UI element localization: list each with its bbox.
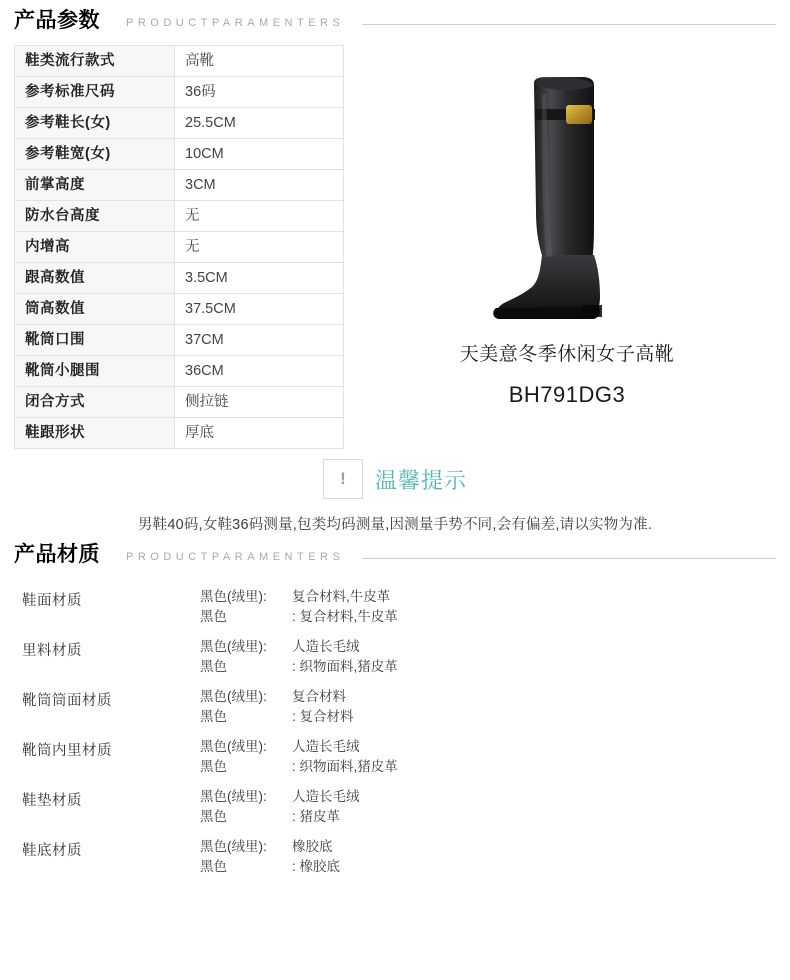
materials-list: [0, 587, 790, 887]
table-row: [15, 418, 344, 449]
tips-title: 温馨提示: [374, 467, 467, 493]
material-line: [200, 837, 776, 857]
spec-value: 25.5CM: [175, 108, 344, 139]
section-subtitle-params: PRODUCTPARAMENTERS: [126, 17, 345, 29]
table-row: [15, 294, 344, 325]
material-name: 靴筒内里材质: [22, 743, 112, 759]
list-item: [14, 637, 776, 687]
spec-table: [14, 45, 344, 449]
material-line: [200, 807, 776, 827]
material-color-label: 黑色(绒里):: [200, 589, 267, 604]
material-values: [200, 737, 776, 777]
material-values: [200, 587, 776, 627]
spec-key: 靴筒小腿围: [15, 356, 175, 387]
tips-block: [0, 459, 790, 534]
spec-key: 参考鞋宽(女): [15, 139, 175, 170]
section-header-materials: [0, 544, 790, 565]
material-value: 人造长毛绒: [292, 639, 360, 654]
spec-key: 筒高数值: [15, 294, 175, 325]
spec-key: 鞋跟形状: [15, 418, 175, 449]
table-row: [15, 356, 344, 387]
list-item: [14, 587, 776, 637]
product-code: BH791DG3: [508, 382, 626, 407]
spec-key: 鞋类流行款式: [15, 46, 175, 77]
material-name: 鞋面材质: [22, 593, 82, 609]
spec-key: 参考鞋长(女): [15, 108, 175, 139]
spec-key: 闭合方式: [15, 387, 175, 418]
spec-value: 厚底: [175, 418, 344, 449]
material-line: [200, 707, 776, 727]
list-item: [14, 737, 776, 787]
spec-value: 高靴: [175, 46, 344, 77]
table-row: [15, 46, 344, 77]
material-value: 橡胶底: [292, 839, 333, 854]
material-value: : 织物面料,猪皮革: [292, 759, 398, 774]
spec-table-body: [15, 46, 344, 449]
table-row: [15, 77, 344, 108]
spec-key: 跟高数值: [15, 263, 175, 294]
section-title-materials: 产品材质: [14, 543, 100, 566]
table-row: [15, 232, 344, 263]
material-value: : 橡胶底: [292, 859, 341, 874]
section-header-params: [0, 10, 790, 31]
spec-value: 无: [175, 201, 344, 232]
section-title-params: 产品参数: [14, 9, 100, 32]
section-subtitle-materials: PRODUCTPARAMENTERS: [126, 551, 345, 563]
table-row: [15, 201, 344, 232]
spec-value: 10CM: [175, 139, 344, 170]
material-color-label: 黑色: [200, 859, 227, 874]
table-row: [15, 263, 344, 294]
divider-line: [362, 24, 776, 25]
list-item: [14, 687, 776, 737]
table-row: [15, 108, 344, 139]
material-line: [200, 857, 776, 877]
divider-line: [362, 558, 776, 559]
material-line: [200, 657, 776, 677]
material-color-label: 黑色(绒里):: [200, 789, 267, 804]
list-item: [14, 837, 776, 887]
material-line: [200, 587, 776, 607]
spec-value: 36码: [175, 77, 344, 108]
material-value: 复合材料: [292, 689, 346, 704]
material-line: [200, 787, 776, 807]
material-values: [200, 837, 776, 877]
spec-value: 36CM: [175, 356, 344, 387]
spec-key: 防水台高度: [15, 201, 175, 232]
exclamation-icon: !: [323, 459, 363, 499]
material-name: 靴筒筒面材质: [22, 693, 112, 709]
material-color-label: 黑色: [200, 809, 227, 824]
spec-value: 37CM: [175, 325, 344, 356]
spec-value: 3CM: [175, 170, 344, 201]
material-line: [200, 687, 776, 707]
spec-key: 靴筒口围: [15, 325, 175, 356]
material-value: : 复合材料: [292, 709, 354, 724]
material-value: : 复合材料,牛皮革: [292, 609, 398, 624]
material-color-label: 黑色(绒里):: [200, 689, 267, 704]
material-line: [200, 637, 776, 657]
list-item: [14, 787, 776, 837]
material-color-label: 黑色(绒里):: [200, 639, 267, 654]
material-value: 人造长毛绒: [292, 789, 360, 804]
material-value: : 织物面料,猪皮革: [292, 659, 398, 674]
material-name: 鞋底材质: [22, 843, 82, 859]
material-value: : 猪皮革: [292, 809, 341, 824]
table-row: [15, 325, 344, 356]
spec-value: 3.5CM: [175, 263, 344, 294]
table-row: [15, 387, 344, 418]
table-row: [15, 139, 344, 170]
product-image: [442, 69, 692, 319]
material-color-label: 黑色: [200, 709, 227, 724]
material-name: 鞋垫材质: [22, 793, 82, 809]
spec-key: 内增高: [15, 232, 175, 263]
spec-key: 参考标准尺码: [15, 77, 175, 108]
material-line: [200, 607, 776, 627]
material-value: 复合材料,牛皮革: [292, 589, 391, 604]
material-name: 里料材质: [22, 643, 82, 659]
product-pane: [344, 45, 790, 449]
material-values: [200, 787, 776, 827]
material-values: [200, 637, 776, 677]
params-and-product-area: [0, 45, 790, 449]
material-values: [200, 687, 776, 727]
material-color-label: 黑色: [200, 659, 227, 674]
tips-header: [0, 459, 790, 499]
material-value: 人造长毛绒: [292, 739, 360, 754]
product-title: 天美意冬季休闲女子高靴: [459, 344, 675, 365]
spec-value: 无: [175, 232, 344, 263]
material-color-label: 黑色(绒里):: [200, 839, 267, 854]
spec-value: 37.5CM: [175, 294, 344, 325]
material-line: [200, 757, 776, 777]
spec-key: 前掌高度: [15, 170, 175, 201]
material-line: [200, 737, 776, 757]
tips-text: 男鞋40码,女鞋36码测量,包类均码测量,因测量手势不同,会有偏差,请以实物为准.: [137, 517, 653, 533]
material-color-label: 黑色(绒里):: [200, 739, 267, 754]
material-color-label: 黑色: [200, 609, 227, 624]
table-row: [15, 170, 344, 201]
spec-value: 侧拉链: [175, 387, 344, 418]
material-color-label: 黑色: [200, 759, 227, 774]
